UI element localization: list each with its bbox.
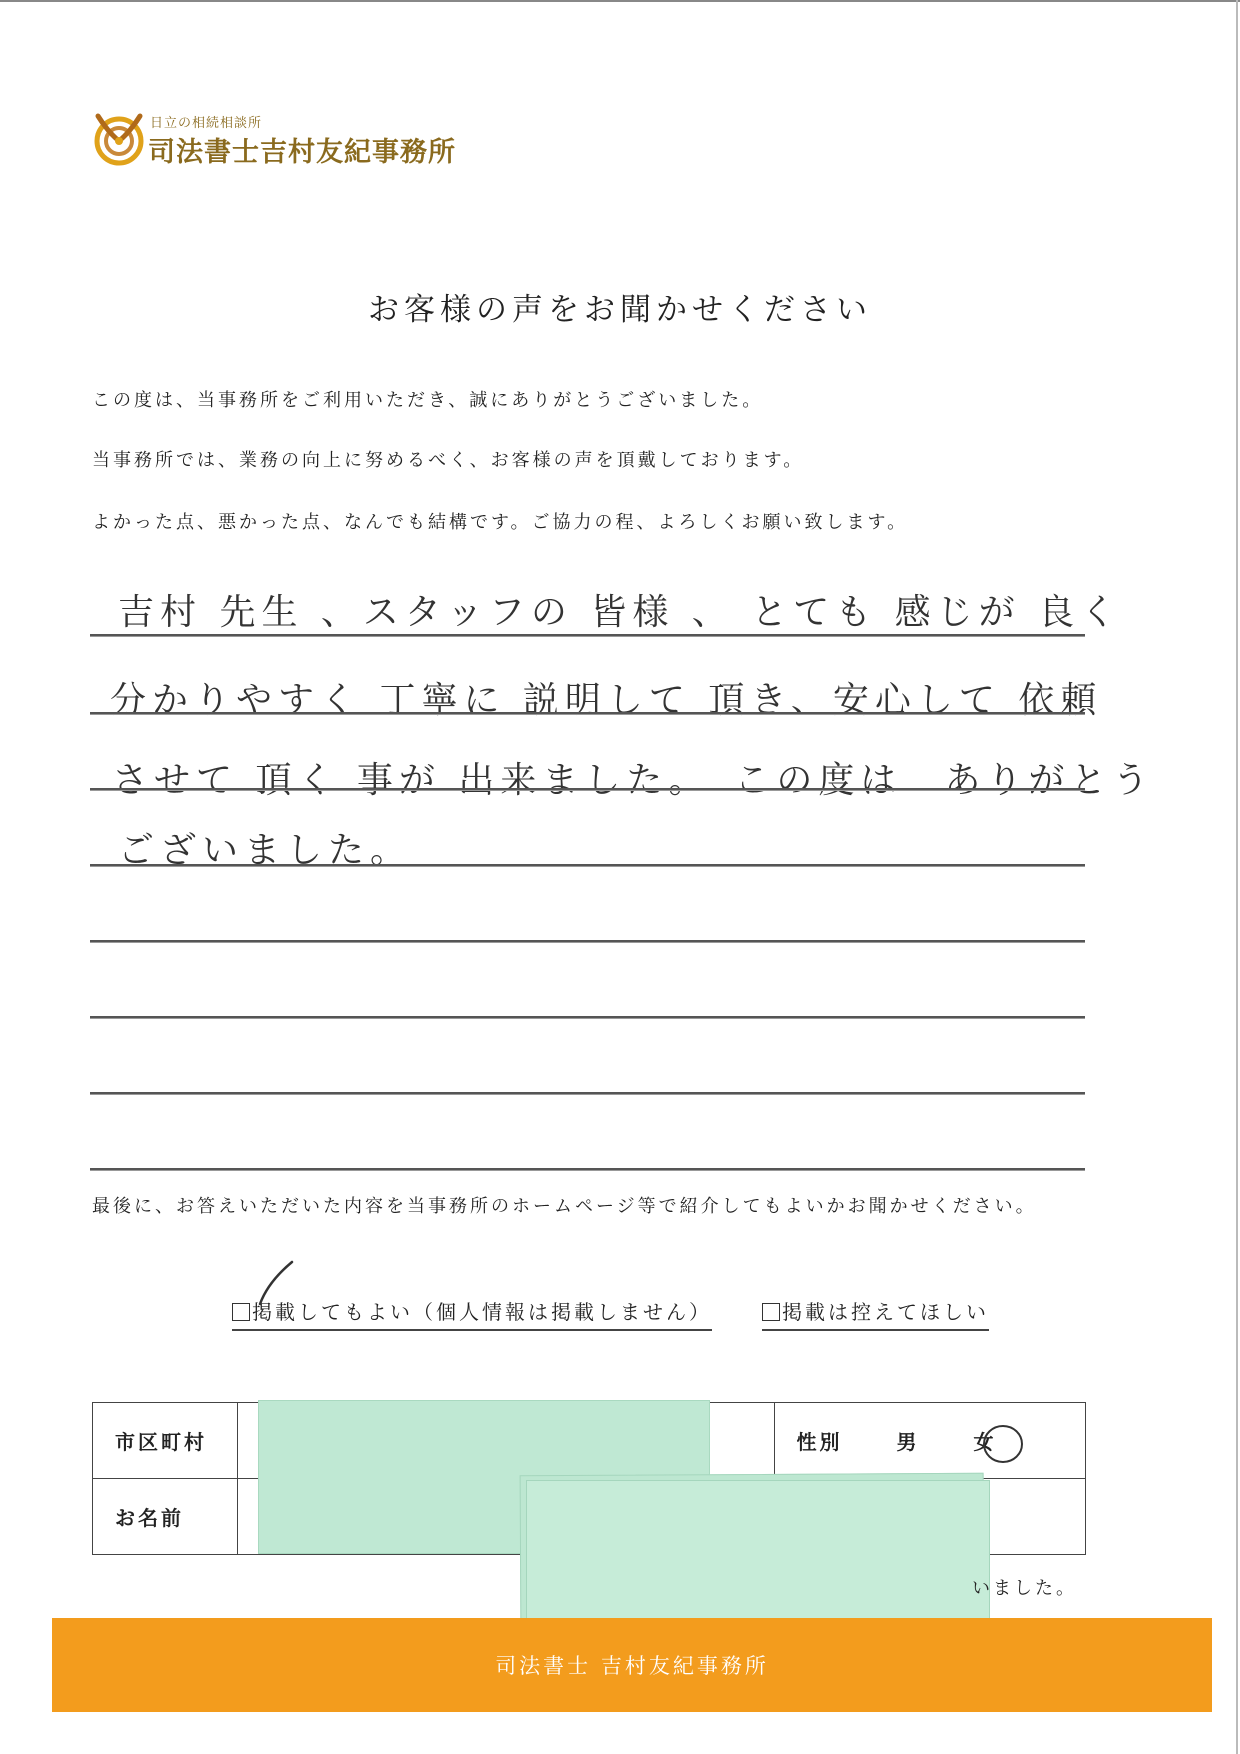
option-allow[interactable] [232, 1296, 712, 1331]
gender-female[interactable]: 女 [973, 1430, 997, 1454]
answer-rule-8 [90, 1168, 1085, 1171]
option-decline[interactable] [762, 1296, 989, 1331]
intro-line-1: この度は、当事務所をご利用いただき、誠にありがとうございました。 [92, 390, 764, 411]
thanks-partial-text: いました。 [972, 1578, 1077, 1599]
answer-rule-5 [90, 940, 1085, 943]
check-mark-icon [256, 1258, 296, 1310]
gender-male[interactable]: 男 [896, 1430, 920, 1454]
gender-cell [774, 1403, 1085, 1479]
redaction-sticker-name [526, 1480, 990, 1630]
firm-logo-icon [88, 108, 150, 170]
answer-rule-7 [90, 1092, 1085, 1095]
option-allow-label: 掲載してもよい（個人情報は掲載しません） [252, 1300, 712, 1324]
answer-rule-6 [90, 1016, 1085, 1019]
gender-label: 性別 [796, 1430, 843, 1454]
logo-tagline: 日立の相続相談所 [150, 116, 263, 131]
handwritten-line-3: させて 頂く 事が 出来ました。 この度は ありがとう [112, 760, 1155, 801]
handwritten-line-2: 分かりやすく 丁寧に 説明して 頂き、安心して 依頼 [110, 680, 1103, 721]
intro-line-2: 当事務所では、業務の向上に努めるべく、お客様の声を頂戴しております。 [92, 450, 805, 471]
closing-question: 最後に、お答えいただいた内容を当事務所のホームページ等で紹介してもよいかお聞かせください。 [92, 1196, 1037, 1217]
answer-rule-3 [90, 788, 1085, 791]
option-decline-label: 掲載は控えてほしい [782, 1300, 989, 1324]
city-label: 市区町村 [93, 1403, 238, 1479]
intro-line-3: よかった点、悪かった点、なんでも結構です。ご協力の程、よろしくお願い致します。 [92, 512, 909, 533]
footer-band [52, 1618, 1212, 1712]
scan-edge-right [1236, 0, 1238, 1754]
page-title: お客様の声をお聞かせください [368, 292, 872, 328]
answer-rule-4 [90, 864, 1085, 867]
name-label: お名前 [93, 1479, 238, 1555]
footer-firm-name: 司法書士 吉村友紀事務所 [495, 1654, 769, 1678]
decline-checkbox[interactable] [762, 1303, 780, 1321]
handwritten-line-4: ございました。 [118, 830, 413, 871]
scan-edge-top [0, 0, 1240, 2]
logo-firm-name: 司法書士吉村友紀事務所 [148, 137, 456, 168]
answer-rule-1 [90, 634, 1085, 637]
answer-rule-2 [90, 712, 1085, 715]
allow-checkbox[interactable] [232, 1303, 250, 1321]
gender-circle-mark-icon [979, 1422, 1025, 1466]
handwritten-line-1: 吉村 先生 、スタッフの 皆様 、 とても 感じが 良く [118, 592, 1123, 633]
